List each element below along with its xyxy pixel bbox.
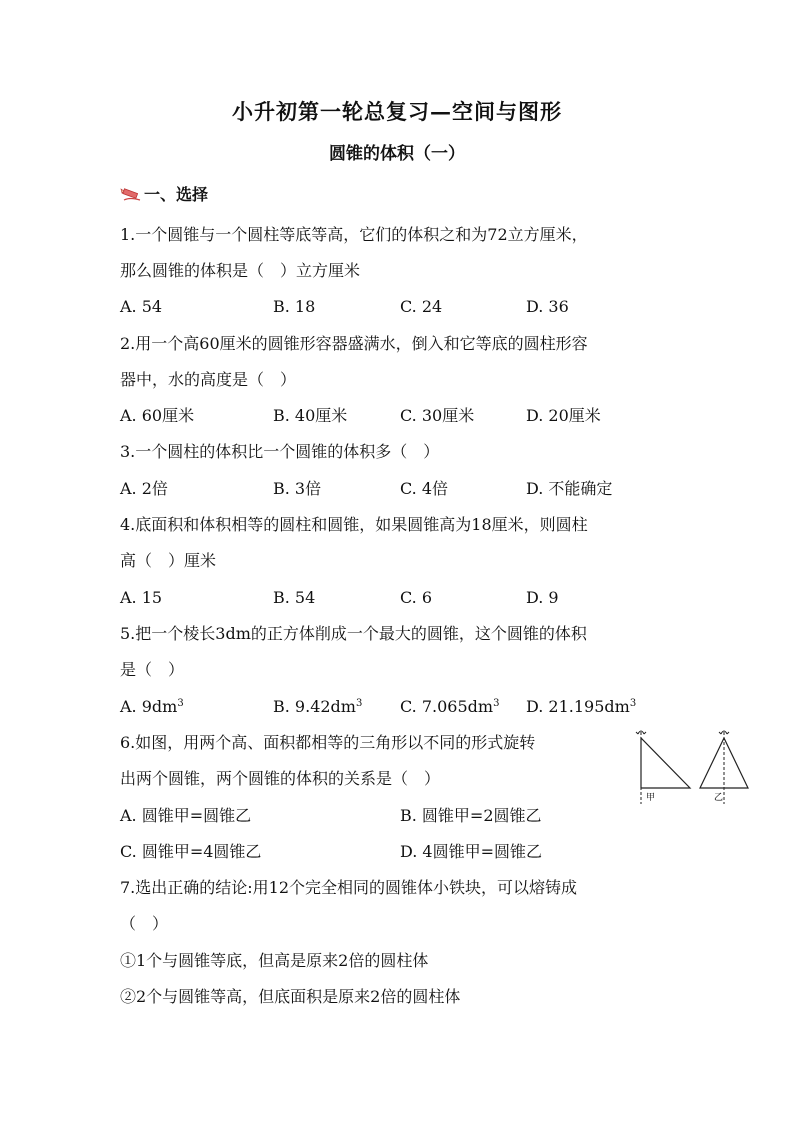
q5-option-a-text: A. 9dm [120,697,178,716]
q2-option-d[interactable]: D. 20厘米 [526,406,601,425]
q3-text-line-1: 3.一个圆柱的体积比一个圆锥的体积多（ ） [120,442,440,461]
q6-option-b[interactable]: B. 圆锥甲=2圆锥乙 [400,806,542,825]
q1-option-c[interactable]: C. 24 [400,297,443,316]
exponent: 3 [629,698,637,709]
q5-option-a[interactable] [120,696,184,718]
q5-option-c[interactable] [400,696,499,718]
q5-option-d-text: D. 21.195dm [526,697,630,716]
q1-option-d[interactable]: D. 36 [526,297,569,316]
exponent: 3 [493,698,500,709]
q5-text-line-1: 5.把一个棱长3dm的正方体削成一个最大的圆锥，这个圆锥的体积 [120,624,587,643]
q7-statement-2: ②2个与圆锥等高，但底面积是原来2倍的圆柱体 [120,987,461,1006]
pencil-icon [120,186,142,202]
q4-option-a[interactable]: A. 15 [120,588,163,607]
q1-text-line-2: 那么圆锥的体积是（ ）立方厘米 [120,261,361,280]
triangle-jia [641,738,690,788]
q2-option-c[interactable]: C. 30厘米 [400,406,475,425]
q5-option-b-text: B. 9.42dm [273,697,356,716]
q5-text-line-2: 是（ ） [120,660,185,679]
q7-statement-1: ①1个与圆锥等底，但高是原来2倍的圆柱体 [120,951,429,970]
section-heading [120,182,208,205]
q4-text-line-1: 4.底面积和体积相等的圆柱和圆锥，如果圆锥高为18厘米，则圆柱 [120,515,588,534]
q3-option-c[interactable]: C. 4倍 [400,479,449,498]
q6-option-c[interactable]: C. 圆锥甲=4圆锥乙 [120,842,262,861]
q1-option-a[interactable]: A. 54 [120,297,163,316]
q2-text-line-2: 器中，水的高度是（ ） [120,370,297,389]
q1-text-line-1: 1.一个圆锥与一个圆柱等底等高，它们的体积之和为72立方厘米， [120,225,588,244]
q6-text-line-1: 6.如图，用两个高、面积都相等的三角形以不同的形式旋转 [120,733,536,752]
q2-option-a[interactable]: A. 60厘米 [120,406,195,425]
exponent: 3 [355,698,363,709]
q4-option-b[interactable]: B. 54 [273,588,316,607]
q1-option-b[interactable]: B. 18 [273,297,316,316]
exponent: 3 [177,698,184,709]
label-jia: 甲 [646,793,656,803]
q6-option-d[interactable]: D. 4圆锥甲=圆锥乙 [400,842,543,861]
q4-option-d[interactable]: D. 9 [526,588,559,607]
cone-jia-figure [636,731,690,804]
page-title: 小升初第一轮总复习—空间与图形 [232,99,562,124]
q4-text-line-2: 高（ ）厘米 [120,551,217,570]
page-subtitle: 圆锥的体积（一） [329,144,465,164]
q4-option-c[interactable]: C. 6 [400,588,433,607]
section-label: 一、选择 [144,185,209,204]
q2-text-line-1: 2.用一个高60厘米的圆锥形容器盛满水，倒入和它等底的圆柱形容 [120,334,588,353]
q3-option-b[interactable]: B. 3倍 [273,479,322,498]
q7-text-line-1: 7.选出正确的结论:用12个完全相同的圆锥体小铁块，可以熔铸成 [120,878,578,897]
q6-triangle-figure [628,728,754,806]
q5-option-b[interactable] [273,696,362,718]
q6-option-a[interactable]: A. 圆锥甲=圆锥乙 [120,806,252,825]
q2-option-b[interactable]: B. 40厘米 [273,406,348,425]
q6-text-line-2: 出两个圆锥，两个圆锥的体积的关系是（ ） [120,769,441,788]
q5-option-d[interactable] [526,696,636,718]
cone-yi-figure [700,731,748,804]
q3-option-a[interactable]: A. 2倍 [120,479,168,498]
q3-option-d[interactable]: D. 不能确定 [526,479,613,498]
q5-option-c-text: C. 7.065dm [400,697,494,716]
label-yi: 乙 [714,793,724,803]
q7-text-line-2: （ ） [120,914,169,933]
